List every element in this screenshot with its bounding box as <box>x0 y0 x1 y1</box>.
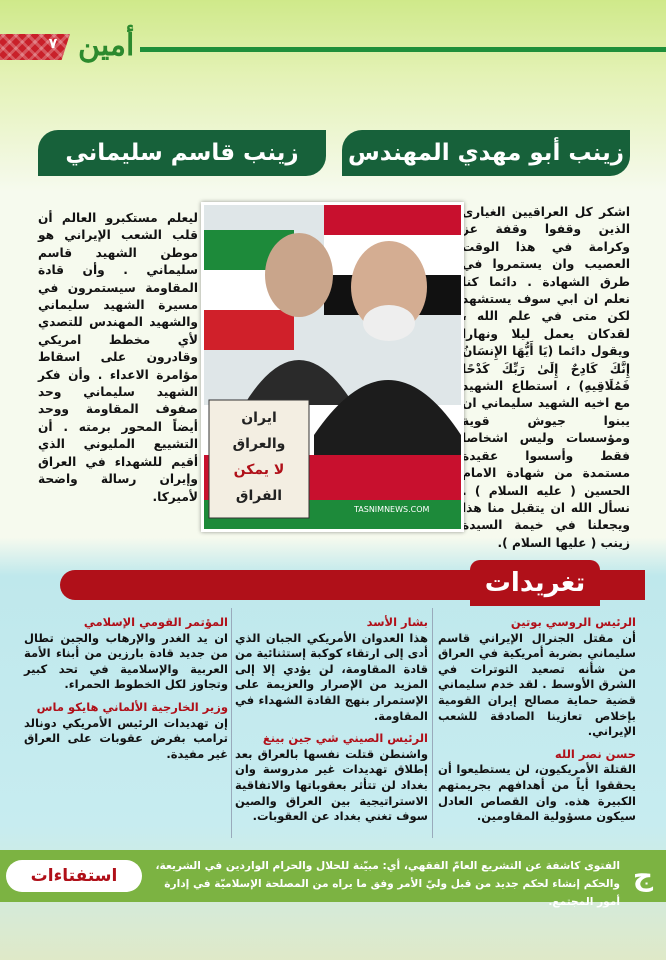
tweet-author: الرئيس الصيني شي جين بينغ <box>262 731 428 746</box>
tweet-text: إن تهديدات الرئيس الأمريكي دونالد ترامب بفرض عقوبات على العراق غير مفيدة. <box>24 715 228 761</box>
tweets-column-2 <box>235 615 428 832</box>
article-title-left: زينب قاسم سليماني <box>38 130 326 176</box>
page-number: ٧ <box>48 36 58 52</box>
tweet-author: المؤتمر القومي الإسلامي <box>83 615 228 629</box>
footer-tab: استفتاءات <box>6 860 142 892</box>
tweet-text: واشنطن قتلت نفسها بالعراق بعد إطلاق تهديدات غير مدروسة وان بغداد لن تتأثر بعقوباتها والاتفاقية الاستراتيجية بين العراق والصين سوف تغني بغداد عن العقوبات. <box>235 746 428 824</box>
photo-credit: TASNIMNEWS.COM <box>354 505 430 514</box>
tweet-author: وزير الخارجية الألماني هايكو ماس <box>36 699 228 714</box>
column-divider <box>432 608 433 838</box>
article-title-right: زينب أبو مهدي المهندس <box>342 130 630 176</box>
magazine-logo: أمين <box>78 28 135 63</box>
photo-caption <box>212 405 306 509</box>
tweet-author: بشار الأسد <box>366 615 428 629</box>
tweets-title: تغريدات <box>470 560 600 606</box>
tweet-text: هذا العدوان الأمريكي الجبان الذي أدى إلى ارتقاء كوكبة إستثنائية من قادة المقاومة، لن يؤدي إلا إلى المزيد من الإصرار والعزيمة على الإستمرار بنهج القادة الشهداء في المقاومة. <box>234 630 428 723</box>
header-divider <box>140 47 666 52</box>
footer-letter: ج <box>632 859 654 892</box>
column-divider <box>231 608 232 838</box>
caption-line: الفراق <box>235 488 283 504</box>
martyrs-photo <box>201 202 464 532</box>
caption-line: ايران <box>241 410 277 426</box>
caption-line: والعراق <box>232 436 286 452</box>
article-text-left: ليعلم مستكبرو العالم أن قلب الشعب الإيراني هو موطن الشهيد قاسم سليماني . وأن قادة المقاومة سيستمرون في مسيرة الشهيد سليماني والشهيد المهندس للتصدي لأي مخطط امريكي وقادرون على اسقاط مؤامرة الاعداء . وأن فكر الشهيد سليماني وحد صفوف المقاومة ووحد أيضاً المحور برمته . أن التشييع المليوني الذي أقيم للشهداء في العراق وإيران رسالة واضحة لأميركا. <box>38 211 198 504</box>
footer-text: الفتوى كاشفة عن التشريع العامّ الفقهي، أي: مبيّنة للحلال والحرام الواردين في الشريعة، والحكم إنشاء لحكم جديد من قبل وليّ الأمر وفق ما يراه من المصلحة الإسلاميّة في إدارة أمور المجتمع. <box>155 860 620 908</box>
tweet-author: حسن نصر الله <box>554 746 636 761</box>
article-text-right: اشكر كل العراقيين الغيارى الذين وقفوا وقفة عز وكرامة في هذا الوقت العصيب وان يستمروا في طرق الشهادة . دائما كنا نعلم ان ابي سوف يستشهد لكن متى في علم الله ، لقدكان يعمل ليلا ونهارا ويقول دائما (يَا أَيُّهَا الإِنسَانُ إِنَّكَ كَادِحٌ إِلَىٰ رَبِّكَ كَدْحًا فَمُلَاقِيهِ) ، استطاع الشهيد مع اخيه الشهيد سليماني ان يبنوا جيوش قوية ومؤسسات وليس اشخاصا فقط وأسسوا عقيدة مستمدة من شهادة الامام الحسين ( عليه السلام ) . نسأل الله ان يتقبل منا هذا ويجعلنا في خيمة السيدة زينب ( عليها السلام ). <box>462 205 630 550</box>
tweet-text: القتلة الأمريكيون، لن يستطيعوا أن يحققوا أياً من أهدافهم بجريمتهم الكبيرة هذه. وان القصاص العادل سيكون مسؤولية المقاومين. <box>438 762 636 824</box>
tweet-text: أن مقتل الجنرال الإيراني قاسم سليماني بضربة أمريكية في العراق من شأنه تصعيد التوترات في الشرق الأوسط . لقد خدم سليماني قضية حماية مصالح إيران القومية بإخلاص تعازينا الصادقة للشعب الإيراني. <box>438 630 636 739</box>
tweets-column-1 <box>438 615 636 832</box>
tweet-author: الرئيس الروسي بوتين <box>510 615 636 629</box>
tweets-column-3 <box>24 615 228 769</box>
tweet-text: ان يد الغدر والإرهاب والجبن تطال من جديد قادة بارزين من أبناء الأمة العربية والإسلامية في تحد كبير وتجاوز لكل الخطوط الحمراء. <box>24 630 228 692</box>
caption-line: لا يمكن <box>233 462 285 478</box>
